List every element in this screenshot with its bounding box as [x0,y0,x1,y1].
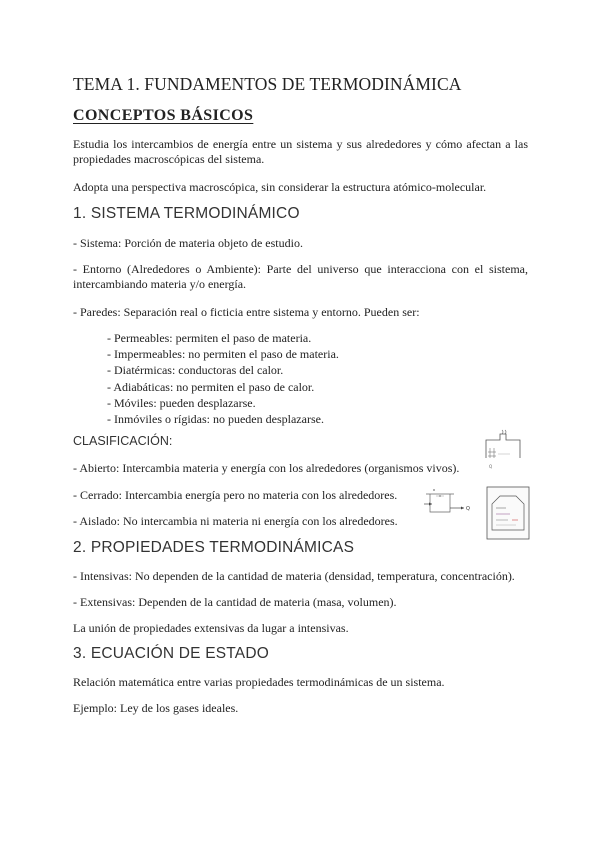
section-3-heading: 3. ECUACIÓN DE ESTADO [73,645,269,662]
isolated-system-diagram [486,486,530,540]
entorno-definition: - Entorno (Alrededores o Ambiente): Parte del universo que interacciona con el sistema, intercambiando materia y/o energía. [73,262,528,291]
heat-flow-label: Q [466,506,470,512]
ecuacion-definition: Relación matemática entre varias propiedades termodinámicas de un sistema. [73,675,445,689]
aislado-definition: - Aislado: No intercambia ni materia ni energía con los alrededores. [73,514,398,528]
isolated-system-frame [487,487,529,539]
open-flow-label: Q [489,464,493,469]
list-item: - Adiabáticas: no permiten el paso de calor. [107,379,315,394]
ejemplo-line: Ejemplo: Ley de los gases ideales. [73,701,239,715]
arrow-head [461,507,464,510]
list-item: - Móviles: pueden desplazarse. [107,395,256,410]
list-item: - Inmóviles o rígidas: no pueden desplazarse. [107,412,324,427]
closed-system-diagram [420,482,476,522]
sistema-definition: - Sistema: Porción de materia objeto de estudio. [73,236,303,250]
list-item: - Permeables: permiten el paso de materia. [107,331,312,345]
abierto-definition: - Abierto: Intercambia materia y energía con los alrededores (organismos vivos). [73,461,460,475]
paredes-definition: - Paredes: Separación real o ficticia entre sistema y entorno. Pueden ser: [73,305,420,319]
cerrado-definition: - Cerrado: Intercambia energía pero no materia con los alrededores. [73,488,398,502]
extensivas-definition: - Extensivas: Dependen de la cantidad de materia (masa, volumen). [73,595,397,609]
intro-paragraph-2: Adopta una perspectiva macroscópica, sin considerar la estructura atómico-molecular. [73,180,487,194]
wall-types-list [107,330,339,427]
particle [433,489,435,491]
document-title: TEMA 1. FUNDAMENTOS DE TERMODINÁMICA [73,74,462,94]
union-statement: La unión de propiedades extensivas da lugar a intensivas. [73,621,349,635]
section-1-heading: 1. SISTEMA TERMODINÁMICO [73,205,300,222]
intro-paragraph-1: Estudia los intercambios de energía entre un sistema y sus alrededores y cómo afectan a las propiedades macroscópicas del sistema. [73,137,528,166]
vapor-marks [502,430,506,434]
open-system-diagram [478,428,530,470]
intensivas-definition: - Intensivas: No dependen de la cantidad de materia (densidad, temperatura, concentración). [73,569,515,583]
arrow-head [429,503,432,506]
list-item: - Diatérmicas: conductoras del calor. [107,363,284,378]
section-2-heading: 2. PROPIEDADES TERMODINÁMICAS [73,539,355,556]
open-system-container [486,434,520,458]
classification-heading: CLASIFICACIÓN: [73,434,173,448]
subtitle-conceptos-basicos: CONCEPTOS BÁSICOS [73,107,254,124]
list-item: - Impermeables: no permiten el paso de materia. [107,347,339,362]
